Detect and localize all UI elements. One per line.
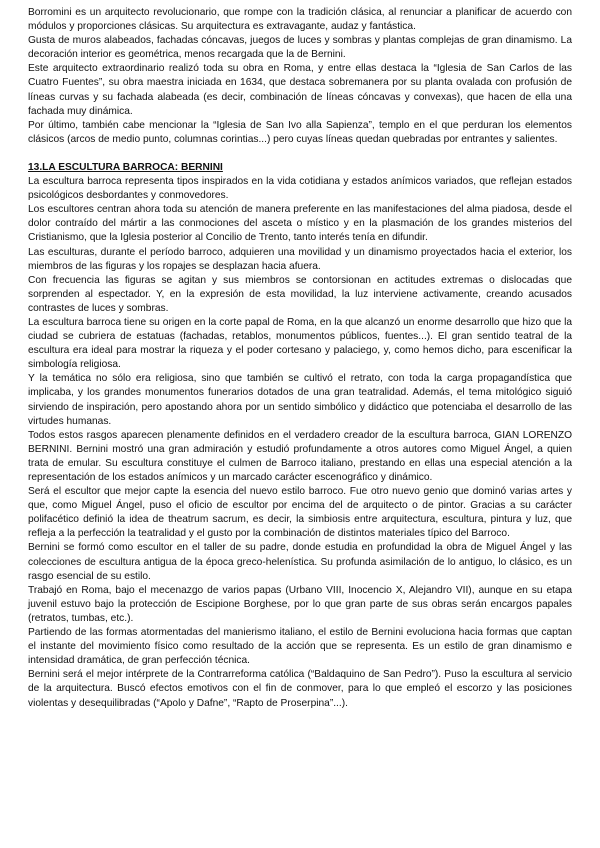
paragraph-estilo: Partiendo de las formas atormentadas del manierismo italiano, el estilo de Bernini evoluciona hacia formas que captan el instante del movimiento físico como resultado de la acción que se representa. Es un estilo de gran dinamismo e intensidad dramática, de gran perfección técnica. xyxy=(28,627,572,667)
paragraph-mecenazgo: Trabajó en Roma, bajo el mecenazgo de varios papas (Urbano VIII, Inocencio X, Alejandro VII), aunque en su etapa juvenil estuvo bajo la protección de Escipione Borghese, por lo que gran parte de sus obras serán encargos papales (retratos, tumbas, etc.). xyxy=(28,584,572,624)
paragraph-borromini-walls: Gusta de muros alabeados, fachadas cóncavas, juegos de luces y sombras y plantas complejas de gran dinamismo. La decoración interior es geométrica, menos recargada que la de Bernini. xyxy=(28,35,572,61)
paragraph-origen-roma: La escultura barroca tiene su origen en la corte papal de Roma, en la que alcanzó un enorme desarrollo que hizo que la ciudad se cubriera de estatuas (fachadas, retablos, monumentos públicos, fuentes...). El gran sentido teatral de la escultura era ideal para mostrar la riqueza y el poder cortesano y palaciego, y, como hemos dicho, para escenificar la simbología religiosa. xyxy=(28,316,572,371)
paragraph-bernini-creador: Todos estos rasgos aparecen plenamente definidos en el verdadero creador de la escultura barroca, GIAN LORENZO BERNINI. Bernini mostró una gran admiración y estudió profundamente a otros autores como Miguel Ángel, a quien trata de emular. Su escultura constituye el culmen de Barroco italiano, prestando en ellas una especial atención a la representación de los estados anímicos y un marcado carácter escenográfico y dinámico. xyxy=(28,429,572,483)
paragraph-san-ivo: Por último, también cabe mencionar la “Iglesia de San Ivo alla Sapienza”, templo en el que perduran los elementos clásicos (arcos de medio punto, columnas corintias...) pero cuyas líneas quedan quebradas por entrantes y salientes. xyxy=(28,119,572,145)
paragraph-figuras: Con frecuencia las figuras se agitan y sus miembros se contorsionan en actitudes extremas o dislocadas que sorprenden al espectador. Y, en la expresión de esta movilidad, la luz interviene activamente, creando acusados contrastes de luces y sombras. xyxy=(28,274,572,314)
paragraph-san-carlos: Este arquitecto extraordinario realizó toda su obra en Roma, y entre ellas destaca la “Iglesia de San Carlos de las Cuatro Fuentes”, su obra maestra iniciada en 1634, que destaca sobremanera por su planta ovalada con profusión de líneas curvas y su fachada alabeada (es decir, combinación de líneas cóncavas y convexas), que hacen de ella una fachada muy dinámica. xyxy=(28,63,572,117)
paragraph-formacion: Bernini se formó como escultor en el taller de su padre, donde estudia en profundidad la obra de Miguel Ángel y las colecciones de escultura antigua de la época greco-helenística. Su profunda asimilación de lo antiguo, lo clásico, es un rasgo esencial de su estilo. xyxy=(28,542,572,582)
document-page xyxy=(28,6,572,711)
paragraph-movilidad: Las esculturas, durante el período barroco, adquieren una movilidad y un dinamismo proyectados hacia el exterior, los miembros de las figuras y los ropajes se desplazan hacia afuera. xyxy=(28,246,572,272)
paragraph-theatrum-sacrum: Será el escultor que mejor capte la esencia del nuevo estilo barroco. Fue otro nuevo genio que dominó varias artes y que, como Miguel Ángel, puso el oficio de escultor por encima del de arquitecto o de pintor. Gracias a su carácter polifacético definió la idea de theatrum sacrum, es decir, la simbiosis entre arquitectura, escultura, pintura y luz, que refleja a la perfección la teatralidad y el gusto por la combinación de distintos materiales típico del Barroco. xyxy=(28,486,572,540)
paragraph-tematica: Y la temática no sólo era religiosa, sino que también se cultivó el retrato, con toda la carga propagandística que implicaba, y los grandes monumentos funerarios dotados de una gran teatralidad. Además, el tema mitológico siguió sirviendo de inspiración, pero apostando ahora por un sentido simbólico y didáctico que potenciaba el desarrollo de las virtudes humanas. xyxy=(28,373,572,427)
paragraph-escultura-intro: La escultura barroca representa tipos inspirados en la vida cotidiana y estados anímicos variados, que reflejan estados psicológicos desbordantes y conmovedores. xyxy=(28,176,572,202)
section-title: 13.LA ESCULTURA BARROCA: BERNINI xyxy=(28,161,223,173)
paragraph-borromini-intro: Borromini es un arquitecto revolucionario, que rompe con la tradición clásica, al renunciar a planificar de acuerdo con módulos y proporciones clásicas. Su arquitectura es extravagante, audaz y fantástica. xyxy=(28,7,572,33)
paragraph-escultores: Los escultores centran ahora toda su atención de manera preferente en las manifestaciones del alma piadosa, desde el dolor contraído del mártir a las conmociones del asceta o místico y en la plasmación de los grandes misterios del Cristianismo, que la Iglesia posterior al Concilio de Trento, tanto interés tenía en difundir. xyxy=(28,204,572,244)
paragraph-contrarreforma: Bernini será el mejor intérprete de la Contrarreforma católica (“Baldaquino de San Pedro”). Puso la escultura al servicio de la arquitectura. Buscó efectos emotivos con el fin de conmover, para lo que empleó el escorzo y las posiciones violentas y desequilibradas (“Apolo y Dafne”, “Rapto de Proserpina”...). xyxy=(28,669,572,709)
section-spacer xyxy=(28,147,572,161)
